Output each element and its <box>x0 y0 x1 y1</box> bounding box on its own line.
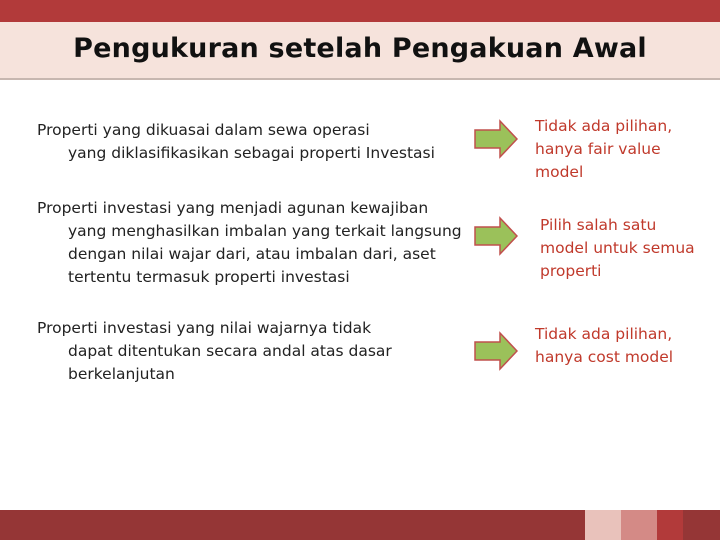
option-3 <box>535 323 710 369</box>
case-3-continuation: dapat ditentukan secara andal atas dasar berkelanjutan <box>68 342 392 383</box>
option-2 <box>540 214 715 283</box>
option-3-line-2: hanya cost model <box>535 348 674 366</box>
option-1-line-2: hanya fair value <box>535 140 661 158</box>
option-1-line-1: Tidak ada pilihan, <box>535 117 673 135</box>
measurement-case-2 <box>37 197 477 289</box>
footer-square-light <box>585 510 621 540</box>
case-2-continuation: yang menghasilkan imbalan yang terkait langsung dengan nilai wajar dari, atau imbalan dari, aset tertentu termasuk properti investasi <box>68 222 462 286</box>
measurement-case-3 <box>37 317 477 386</box>
option-1-line-3: model <box>535 163 584 181</box>
option-3-line-1: Tidak ada pilihan, <box>535 325 673 343</box>
case-3-line-1: Properti investasi yang nilai wajarnya tidak <box>37 319 372 337</box>
option-2-line-3: properti <box>540 262 602 280</box>
bottom-accent-bar <box>0 510 585 540</box>
case-1-line-1: Properti yang dikuasai dalam sewa operasi <box>37 121 370 139</box>
right-arrow-icon <box>474 331 518 371</box>
case-1-continuation: yang diklasifikasikan sebagai properti Investasi <box>68 144 435 162</box>
footer-square-end <box>683 510 720 540</box>
option-1 <box>535 115 710 184</box>
right-arrow-icon <box>474 216 518 256</box>
option-2-line-1: Pilih salah satu <box>540 216 657 234</box>
measurement-case-1 <box>37 119 477 165</box>
right-arrow-icon <box>474 119 518 159</box>
top-accent-bar <box>0 0 720 22</box>
footer-square-mid <box>621 510 657 540</box>
footer-square-dark <box>657 510 683 540</box>
option-2-line-2: model untuk semua <box>540 239 695 257</box>
slide-title: Pengukuran setelah Pengakuan Awal <box>73 33 647 64</box>
case-2-line-1: Properti investasi yang menjadi agunan kewajiban <box>37 199 429 217</box>
